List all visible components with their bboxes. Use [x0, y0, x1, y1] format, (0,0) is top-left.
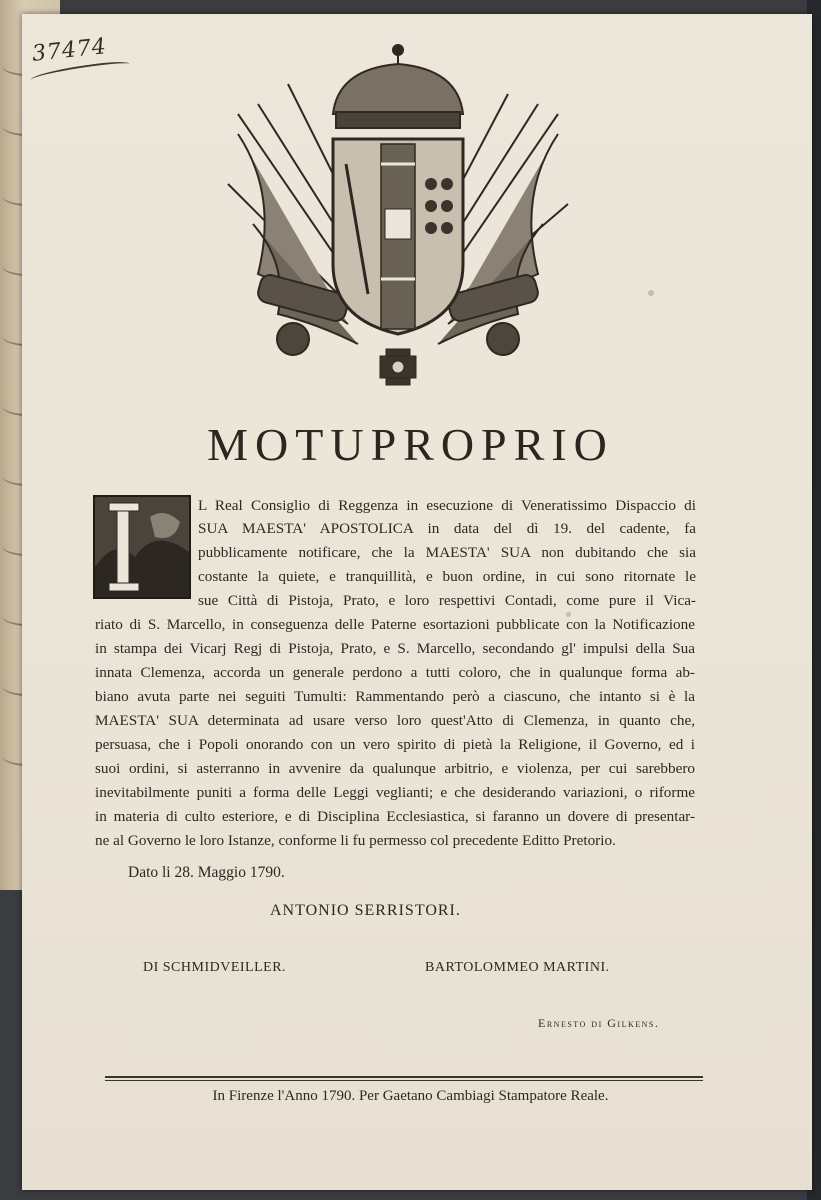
body-text-line: costante la quiete, e tranquillità, e buon ordine, in cui sono ritornate le: [198, 568, 696, 585]
paper-stain: [648, 290, 654, 296]
handwritten-number: 37474: [30, 34, 109, 67]
initial-engraving: [95, 497, 189, 597]
signature-small: Ernesto di Gilkens.: [538, 1016, 660, 1030]
body-text-line: SUA MAESTA' APOSTOLICA in data del dì 19. del cadente, fa: [198, 520, 696, 537]
body-text-line: in materia di culto esteriore, e di Disciplina Ecclesiastica, si faranno un dovere di presentar-: [95, 808, 695, 825]
body-text-line: in stampa dei Vicarj Regj di Pistoja, Prato, e S. Marcello, secondando gl' impulsi della Sua: [95, 640, 695, 657]
signature-main: ANTONIO SERRISTORI.: [270, 902, 461, 919]
paper-stain: [566, 612, 571, 617]
body-text-line: MAESTA' SUA determinata ad usare verso loro quest'Atto di Clemenza, in quanto che,: [95, 712, 695, 729]
signature-left: DI SCHMIDVEILLER.: [143, 960, 287, 975]
decorated-initial: [93, 495, 191, 599]
document-title: MOTUPROPRIO: [207, 419, 614, 470]
body-text-line: inevitabilmente puniti a forma delle Leggi veglianti; e che desiderando variazioni, o riforme: [95, 784, 695, 801]
body-text-line: innata Clemenza, accorda un generale perdono a tutti coloro, che in qualunque forma ab-: [95, 664, 695, 681]
body-text-line: persuasa, che i Popoli onorando con un vero spirito di pietà la Religione, il Governo, ed i: [95, 736, 695, 753]
signature-right: BARTOLOMMEO MARTINI.: [425, 960, 610, 975]
body-text-line: sue Città di Pistoja, Prato, e loro respettivi Contadi, come pure il Vica-: [198, 592, 696, 609]
date-line: Dato li 28. Maggio 1790.: [128, 864, 285, 881]
coat-of-arms-engraving: [218, 44, 578, 389]
divider-rule-thin: [105, 1080, 703, 1081]
body-text-line: biano avuta parte nei seguiti Tumulti: Rammentando però a ciascuno, che intanto si è la: [95, 688, 695, 705]
body-text-line: riato di S. Marcello, in conseguenza delle Paterne esortazioni pubblicate con la Notificazione: [95, 616, 695, 633]
body-text-line: suoi ordini, si asterranno in avvenire da qualunque arbitrio, e violenza, per cui sarebbero: [95, 760, 695, 777]
divider-rule: [105, 1076, 703, 1078]
body-text-line: L Real Consiglio di Reggenza in esecuzione di Veneratissimo Dispaccio di: [198, 497, 696, 514]
body-text-line: ne al Governo le loro Istanze, conforme li fu permesso col precedente Editto Pretorio.: [95, 832, 616, 849]
body-text-line: pubblicamente notificare, che la MAESTA' SUA non dubitando che sia: [198, 544, 696, 561]
printer-imprint: In Firenze l'Anno 1790. Per Gaetano Cambiagi Stampatore Reale.: [212, 1088, 609, 1104]
